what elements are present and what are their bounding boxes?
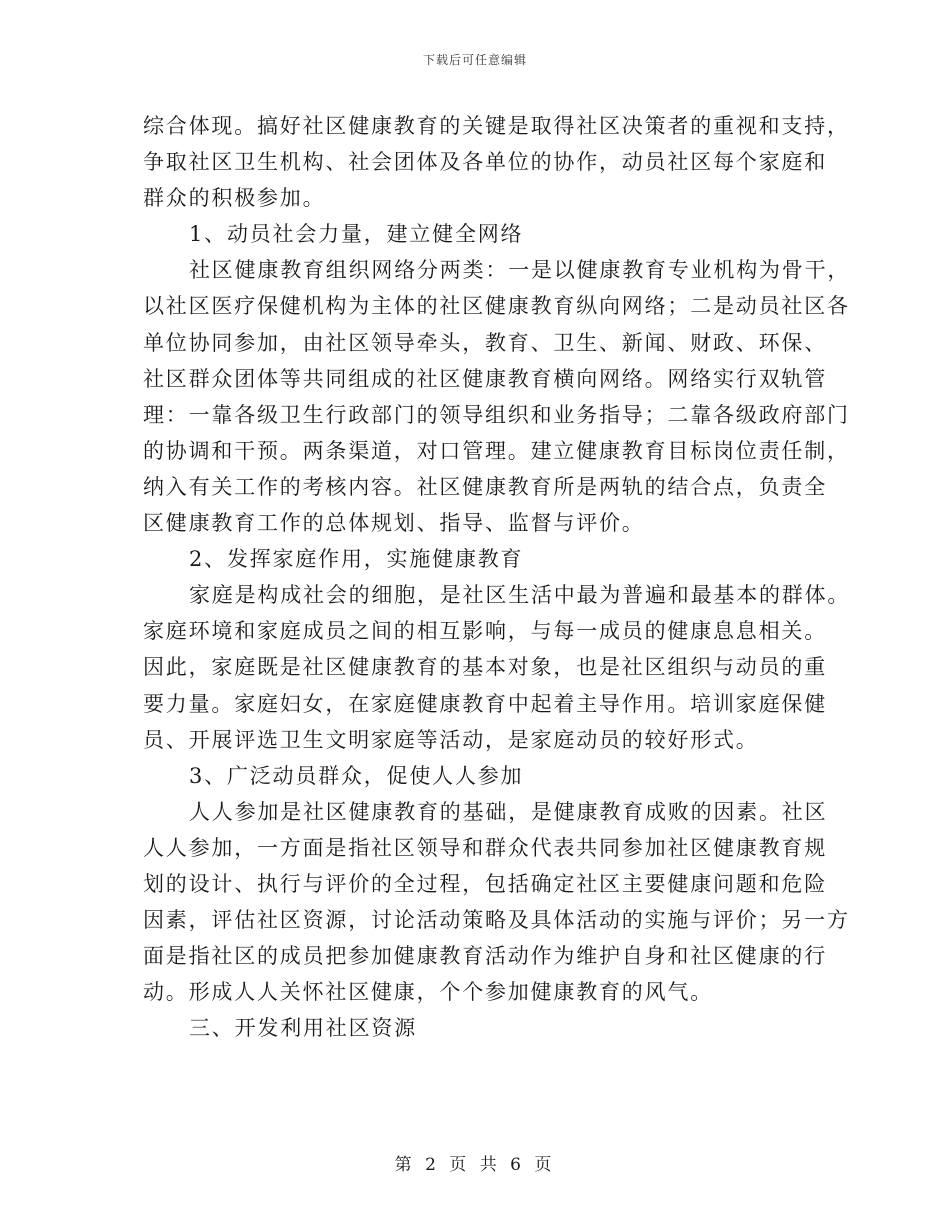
text-line: 因素，评估社区资源，讨论活动策略及具体活动的实施与评价；另一方 [143,908,850,933]
text-line: 以社区医疗保健机构为主体的社区健康教育纵向网络；二是动员社区各 [143,294,850,319]
text-line: 要力量。家庭妇女，在家庭健康教育中起着主导作用。培训家庭保健 [143,691,827,716]
text-line: 员、开展评选卫生文明家庭等活动，是家庭动员的较好形式。 [143,727,759,752]
text-line: 综合体现。搞好社区健康教育的关键是取得社区决策者的重视和支持， [143,114,850,138]
text-line: 3、广泛动员群众，促使人人参加 [189,763,524,788]
text-line: 区健康教育工作的总体规划、指导、监督与评价。 [143,511,645,536]
text-line: 单位协同参加，由社区领导牵头，教育、卫生、新闻、财政、环保、 [143,330,827,355]
text-line: 纳入有关工作的考核内容。社区健康教育所是两轨的结合点，负责全 [143,474,827,499]
text-line: 家庭环境和家庭成员之间的相互影响，与每一成员的健康息息相关。 [143,619,827,644]
text-line: 三、开发利用社区资源 [189,1016,417,1041]
text-line: 的协调和干预。两条渠道，对口管理。建立健康教育目标岗位责任制， [143,438,850,463]
text-line: 群众的积极参加。 [143,186,326,211]
text-line: 1、动员社会力量，建立健全网络 [189,222,524,247]
page-header: 下载后可任意编辑 [422,53,527,67]
text-line: 划的设计、执行与评价的全过程，包括确定社区主要健康问题和危险 [143,871,827,896]
text-line: 面是指社区的成员把参加健康教育活动作为维护自身和社区健康的行 [143,944,827,969]
text-line: 社区群众团体等共同组成的社区健康教育横向网络。网络实行双轨管 [143,366,827,391]
text-line: 因此，家庭既是社区健康教育的基本对象，也是社区组织与动员的重 [143,655,827,680]
text-line: 家庭是构成社会的细胞，是社区生活中最为普遍和最基本的群体。 [189,583,851,608]
page-footer: 第 2 页 共 6 页 [394,1155,556,1175]
text-line: 2、发挥家庭作用，实施健康教育 [189,547,524,572]
text-line: 争取社区卫生机构、社会团体及各单位的协作，动员社区每个家庭和 [143,150,827,175]
text-line: 人人参加，一方面是指社区领导和群众代表共同参加社区健康教育规 [143,835,827,860]
text-line: 人人参加是社区健康教育的基础，是健康教育成败的因素。社区 [189,799,828,824]
document-body [143,108,851,1046]
text-line: 理：一靠各级卫生行政部门的领导组织和业务指导；二靠各级政府部门 [143,402,850,427]
text-line: 动。形成人人关怀社区健康，个个参加健康教育的风气。 [143,980,713,1005]
text-line: 社区健康教育组织网络分两类：一是以健康教育专业机构为骨干， [189,258,851,283]
